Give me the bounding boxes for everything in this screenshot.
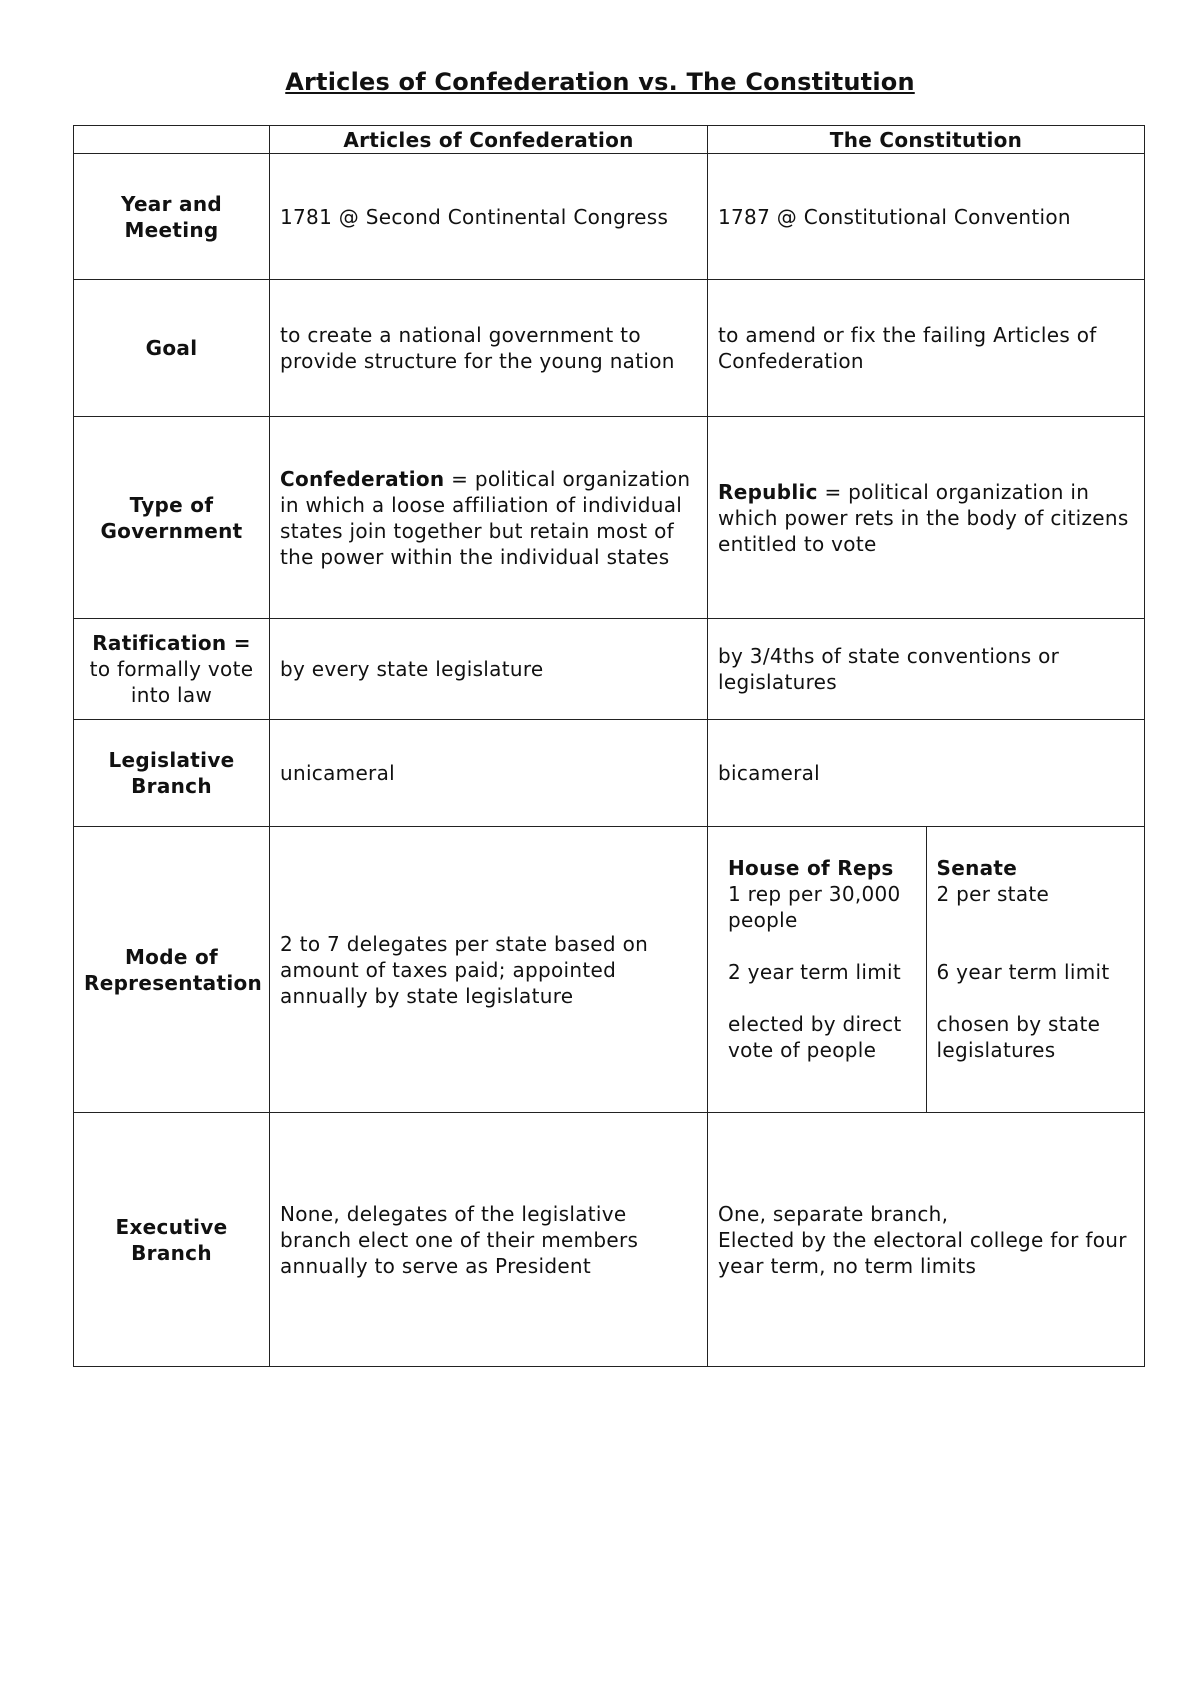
row-label-ratification xyxy=(74,619,270,720)
cell-ratification-articles: by every state legislature xyxy=(270,619,708,720)
cell-year-articles: 1781 @ Second Continental Congress xyxy=(270,154,708,280)
senate-heading: Senate xyxy=(936,856,1018,880)
row-label-representation: Mode of Representation xyxy=(74,827,270,1113)
comparison-table xyxy=(73,125,1145,1367)
cell-type-articles xyxy=(270,417,708,619)
cell-ratification-constitution: by 3/4ths of state conventions or legislatures xyxy=(708,619,1145,720)
term-confederation: Confederation xyxy=(280,466,445,491)
row-label-goal: Goal xyxy=(74,280,270,417)
table-row xyxy=(74,619,1145,720)
table-row xyxy=(74,280,1145,417)
column-header-constitution: The Constitution xyxy=(708,126,1145,154)
senate-basis: 2 per state xyxy=(936,882,1050,906)
table-row xyxy=(74,720,1145,827)
term-republic: Republic xyxy=(718,479,818,504)
ratification-definition: to formally vote into law xyxy=(89,657,254,707)
cell-goal-articles: to create a national government to provide structure for the young nation xyxy=(270,280,708,417)
cell-year-constitution: 1787 @ Constitutional Convention xyxy=(708,154,1145,280)
ratification-term: Ratification = xyxy=(92,631,251,655)
executive-constitution-line2: Elected by the electoral college for four year term, no term limits xyxy=(718,1227,1127,1278)
table-row xyxy=(74,1113,1145,1367)
cell-goal-constitution: to amend or fix the failing Articles of Confederation xyxy=(708,280,1145,417)
house-heading: House of Reps xyxy=(728,856,894,880)
senate-section xyxy=(926,827,1135,1112)
cell-representation-articles: 2 to 7 delegates per state based on amount of taxes paid; appointed annually by state legislature xyxy=(270,827,708,1113)
cell-executive-constitution xyxy=(708,1113,1145,1367)
definition-confederation: = political organization in which a loose affiliation of individual states join together but retain most of the power within the individual states xyxy=(280,466,691,569)
row-label-executive: Executive Branch xyxy=(74,1113,270,1367)
cell-executive-articles: None, delegates of the legislative branch elect one of their members annually to serve as President xyxy=(270,1113,708,1367)
row-label-legislative: Legislative Branch xyxy=(74,720,270,827)
house-term: 2 year term limit xyxy=(728,960,902,984)
house-selection: elected by direct vote of people xyxy=(728,1012,902,1062)
corner-cell xyxy=(74,126,270,154)
row-label-year: Year and Meeting xyxy=(74,154,270,280)
table-row xyxy=(74,827,1145,1113)
house-basis: 1 rep per 30,000 people xyxy=(728,882,901,932)
cell-representation-constitution xyxy=(708,827,1145,1113)
senate-term: 6 year term limit xyxy=(936,960,1110,984)
house-of-reps-section xyxy=(718,827,926,1112)
table-header-row xyxy=(74,126,1145,154)
document-title: Articles of Confederation vs. The Constitution xyxy=(285,68,915,96)
cell-legislative-articles: unicameral xyxy=(270,720,708,827)
cell-type-constitution xyxy=(708,417,1145,619)
senate-selection: chosen by state legislatures xyxy=(936,1012,1101,1062)
table-row xyxy=(74,417,1145,619)
row-label-type: Type of Government xyxy=(74,417,270,619)
cell-legislative-constitution: bicameral xyxy=(708,720,1145,827)
table-row xyxy=(74,154,1145,280)
column-header-articles: Articles of Confederation xyxy=(270,126,708,154)
definition-republic: = political organization in which power rets in the body of citizens entitled to vote xyxy=(718,479,1129,556)
executive-constitution-line1: One, separate branch, xyxy=(718,1201,949,1226)
